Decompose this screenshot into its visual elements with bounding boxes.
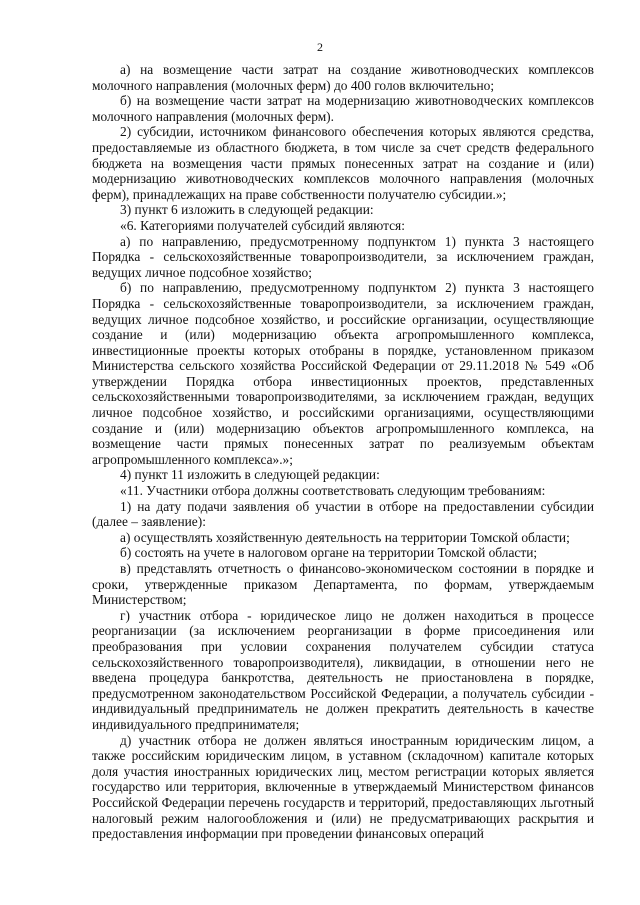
paragraph-item6-title: «6. Категориями получателей субсидий являются: bbox=[120, 217, 405, 233]
paragraph-item11-1: 1) на дату подачи заявления об участии в отборе на предоставлении субсидии (далее – заявление): bbox=[92, 498, 594, 530]
paragraph-a-creation: а) на возмещение части затрат на создание животноводческих комплексов молочного направления (молочных ферм) до 400 голов включительно; bbox=[92, 62, 594, 93]
paragraph-item6-a: а) по направлению, предусмотренному подпунктом 1) пункта 3 настоящего Порядка - сельскохозяйственные товаропроизводители, за исключением граждан, ведущих личное подсобное хозяйство; bbox=[92, 233, 594, 280]
paragraph-b-modernization: б) на возмещение части затрат на модернизацию животноводческих комплексов молочного направления (молочных ферм). bbox=[92, 93, 594, 124]
paragraph-item11-b: б) состоять на учете в налоговом органе на территории Томской области; bbox=[120, 545, 538, 561]
paragraph-item11-a: а) осуществлять хозяйственную деятельность на территории Томской области; bbox=[120, 529, 570, 545]
paragraph-item11-title: «11. Участники отбора должны соответствовать следующим требованиям: bbox=[120, 483, 546, 499]
paragraph-item11-v: в) представлять отчетность о финансово-экономическом состоянии в порядке и сроки, утвержденные приказом Департамента, по формам, утверждаемым Министерством; bbox=[92, 561, 594, 608]
paragraph-3-item6-header: 3) пункт 6 изложить в следующей редакции: bbox=[120, 202, 374, 218]
paragraph-2-subsidies: 2) субсидии, источником финансового обеспечения которых являются средства, предоставляемые из областного бюджета, в том числе за счет средств федерального бюджета на возмещения части прямых понесенных затрат на создание и (или) модернизацию животноводческих комплексов молочного направления (молочных ферм), принадлежащих на праве собственности получателю субсидии.»; bbox=[92, 124, 594, 202]
paragraph-4-item11-header: 4) пункт 11 изложить в следующей редакции: bbox=[120, 467, 380, 483]
paragraph-item11-g: г) участник отбора - юридическое лицо не должен находиться в процессе реорганизации (за исключением реорганизации в форме присоединения или преобразования при условии сохранения получателем субсидии статуса сельскохозяйственного товаропроизводителя), ликвидации, в отношении него не введена процедура банкротства, деятельность не приостановлена в порядке, предусмотренном законодательством Российской Федерации, а получатель субсидии - индивидуальный предприниматель не должен прекратить деятельность в качестве индивидуального предпринимателя; bbox=[92, 607, 594, 732]
paragraph-item11-d: д) участник отбора не должен являться иностранным юридическим лицом, а также российским юридическим лицом, в уставном (складочном) капитале которых доля участия иностранных юридических лиц, местом регистрации которых является государство или территория, включенные в утверждаемый Министерством финансов Российской Федерации перечень государств и территорий, предоставляющих льготный налоговый режим налогообложения и (или) не предусматривающих раскрытия и предоставления информации при проведении финансовых операций bbox=[92, 732, 594, 842]
paragraph-item6-b: б) по направлению, предусмотренному подпунктом 2) пункта 3 настоящего Порядка - сельскохозяйственные товаропроизводители, за исключением граждан, ведущих личное подсобное хозяйство, и российские организации, осуществляющие создание и (или) модернизацию объекта агропромышленного комплекса, инвестиционные проекты которых отобраны в порядке, установленном приказом Министерства сельского хозяйства Российской Федерации от 29.11.2018 № 549 «Об утверждении Порядка отбора инвестиционных проектов, представленных сельскохозяйственными товаропроизводителями, за исключением граждан, ведущих личное подсобное хозяйство, и российскими организациями, осуществляющими создание и (или) модернизацию объектов агропромышленного комплекса, на возмещение части прямых понесенных затрат по реализуемым объектам агропромышленного комплекса».»; bbox=[92, 280, 594, 467]
document-body bbox=[92, 62, 594, 842]
page-number: 2 bbox=[317, 40, 323, 54]
